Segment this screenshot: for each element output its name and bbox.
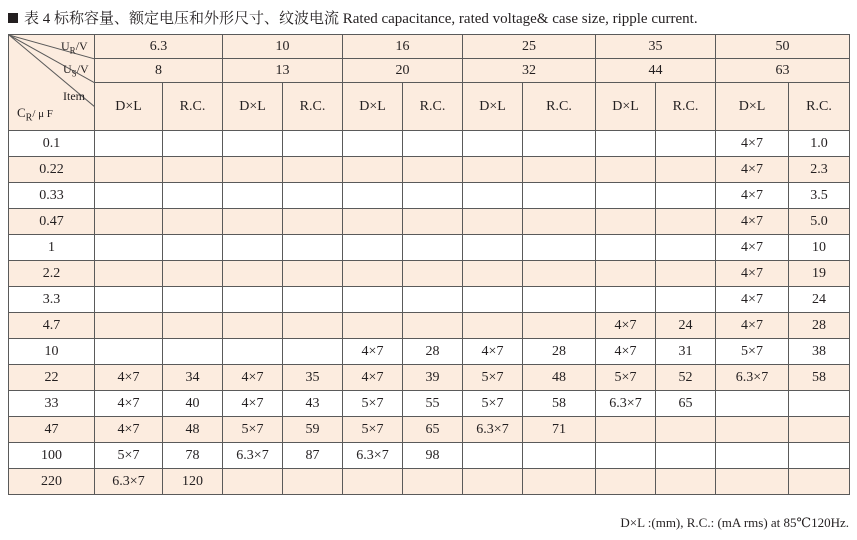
table-row xyxy=(9,365,850,391)
table-body xyxy=(9,131,850,495)
case-size-cell xyxy=(716,417,789,443)
ripple-current-cell xyxy=(403,131,463,157)
case-size-cell xyxy=(596,287,656,313)
footnote: D×L :(mm), R.C.: (mA rms) at 85℃120Hz. xyxy=(620,515,849,530)
ripple-current-cell: 65 xyxy=(656,391,716,417)
ripple-current-cell xyxy=(789,417,850,443)
case-size-cell xyxy=(596,157,656,183)
table-row xyxy=(9,131,850,157)
ripple-current-cell: 39 xyxy=(403,365,463,391)
case-size-cell xyxy=(95,131,163,157)
case-size-cell: 4×7 xyxy=(95,365,163,391)
case-size-cell xyxy=(95,339,163,365)
ripple-current-cell: 28 xyxy=(403,339,463,365)
surge-voltage-header: 32 xyxy=(463,59,596,83)
dl-subheader: D×L xyxy=(223,83,283,131)
ripple-current-cell xyxy=(656,287,716,313)
ripple-current-cell: 40 xyxy=(163,391,223,417)
ripple-current-cell: 2.3 xyxy=(789,157,850,183)
surge-voltage-header: 8 xyxy=(95,59,223,83)
case-size-cell: 4×7 xyxy=(716,183,789,209)
ripple-current-cell: 58 xyxy=(523,391,596,417)
case-size-cell xyxy=(463,235,523,261)
ripple-current-cell xyxy=(403,183,463,209)
ripple-current-cell: 43 xyxy=(283,391,343,417)
ripple-current-cell xyxy=(283,287,343,313)
case-size-cell xyxy=(596,183,656,209)
ripple-current-cell xyxy=(523,469,596,495)
ripple-current-cell xyxy=(403,261,463,287)
ripple-current-cell xyxy=(403,209,463,235)
case-size-cell xyxy=(716,469,789,495)
case-size-cell: 4×7 xyxy=(596,339,656,365)
ripple-current-cell: 59 xyxy=(283,417,343,443)
capacitance-cell: 0.1 xyxy=(9,131,95,157)
ripple-current-cell xyxy=(163,209,223,235)
table-row xyxy=(9,157,850,183)
capacitance-cell: 1 xyxy=(9,235,95,261)
case-size-cell xyxy=(463,443,523,469)
surge-voltage-header: 13 xyxy=(223,59,343,83)
ripple-current-cell: 5.0 xyxy=(789,209,850,235)
case-size-cell xyxy=(343,469,403,495)
case-size-cell: 5×7 xyxy=(596,365,656,391)
case-size-cell: 4×7 xyxy=(343,365,403,391)
case-size-cell xyxy=(596,443,656,469)
case-size-cell: 5×7 xyxy=(95,443,163,469)
table-row xyxy=(9,469,850,495)
ripple-current-cell: 120 xyxy=(163,469,223,495)
corner-cr-label: $C_R/$ μ F xyxy=(17,105,53,124)
ripple-current-cell xyxy=(656,417,716,443)
rated-voltage-header: 16 xyxy=(343,35,463,59)
ripple-current-cell xyxy=(403,313,463,339)
case-size-cell xyxy=(95,287,163,313)
case-size-cell: 5×7 xyxy=(463,391,523,417)
table-row xyxy=(9,443,850,469)
surge-voltage-header: 20 xyxy=(343,59,463,83)
ripple-current-cell xyxy=(163,261,223,287)
case-size-cell: 6.3×7 xyxy=(463,417,523,443)
capacitance-cell: 0.33 xyxy=(9,183,95,209)
rc-subheader: R.C. xyxy=(789,83,850,131)
ripple-current-cell xyxy=(656,469,716,495)
case-size-cell: 5×7 xyxy=(463,365,523,391)
ripple-current-cell: 71 xyxy=(523,417,596,443)
table-row xyxy=(9,261,850,287)
case-size-cell: 5×7 xyxy=(343,417,403,443)
ripple-current-cell: 28 xyxy=(523,339,596,365)
ripple-current-cell xyxy=(523,209,596,235)
ripple-current-cell: 34 xyxy=(163,365,223,391)
surge-voltage-header: 44 xyxy=(596,59,716,83)
case-size-cell: 4×7 xyxy=(343,339,403,365)
ripple-current-cell: 48 xyxy=(163,417,223,443)
case-size-cell xyxy=(223,131,283,157)
case-size-cell: 4×7 xyxy=(223,391,283,417)
case-size-cell xyxy=(95,261,163,287)
case-size-cell: 6.3×7 xyxy=(716,365,789,391)
ripple-current-cell xyxy=(789,391,850,417)
rated-voltage-header: 25 xyxy=(463,35,596,59)
case-size-cell xyxy=(463,209,523,235)
ripple-current-cell xyxy=(403,469,463,495)
capacitance-cell: 22 xyxy=(9,365,95,391)
ripple-current-cell xyxy=(163,131,223,157)
ripple-current-cell xyxy=(523,157,596,183)
ripple-current-cell xyxy=(163,313,223,339)
table-corner-header xyxy=(9,35,95,131)
ripple-current-cell: 3.5 xyxy=(789,183,850,209)
case-size-cell xyxy=(223,183,283,209)
case-size-cell: 4×7 xyxy=(95,417,163,443)
ripple-current-cell: 28 xyxy=(789,313,850,339)
ripple-current-cell xyxy=(283,469,343,495)
case-size-cell: 4×7 xyxy=(716,157,789,183)
rc-subheader: R.C. xyxy=(283,83,343,131)
case-size-cell xyxy=(223,469,283,495)
surge-voltage-header: 63 xyxy=(716,59,850,83)
dl-subheader: D×L xyxy=(343,83,403,131)
case-size-cell xyxy=(596,417,656,443)
case-size-cell: 6.3×7 xyxy=(95,469,163,495)
caption-text: 表 4 标称容量、额定电压和外形尺寸、纹波电流 Rated capacitance, rated voltage& case size, ripple current. xyxy=(24,11,698,27)
case-size-cell xyxy=(596,469,656,495)
ripple-current-cell: 58 xyxy=(789,365,850,391)
ripple-current-cell xyxy=(283,235,343,261)
ripple-current-cell xyxy=(656,261,716,287)
ripple-current-cell xyxy=(283,157,343,183)
case-size-cell: 6.3×7 xyxy=(343,443,403,469)
ripple-current-cell: 35 xyxy=(283,365,343,391)
case-size-cell xyxy=(343,183,403,209)
ripple-current-cell xyxy=(656,443,716,469)
case-size-cell: 6.3×7 xyxy=(596,391,656,417)
case-size-cell xyxy=(223,261,283,287)
case-size-cell xyxy=(463,183,523,209)
rc-subheader: R.C. xyxy=(656,83,716,131)
ripple-current-cell: 1.0 xyxy=(789,131,850,157)
ripple-current-cell: 24 xyxy=(789,287,850,313)
ripple-current-cell xyxy=(163,339,223,365)
rated-voltage-header: 10 xyxy=(223,35,343,59)
case-size-cell xyxy=(223,313,283,339)
capacitance-cell: 0.22 xyxy=(9,157,95,183)
case-size-cell xyxy=(223,157,283,183)
dl-subheader: D×L xyxy=(95,83,163,131)
capacitance-cell: 100 xyxy=(9,443,95,469)
case-size-cell: 4×7 xyxy=(596,313,656,339)
ripple-current-cell xyxy=(283,131,343,157)
ripple-current-cell xyxy=(283,183,343,209)
case-size-cell xyxy=(223,287,283,313)
ripple-current-cell xyxy=(523,235,596,261)
capacitance-cell: 47 xyxy=(9,417,95,443)
case-size-cell xyxy=(343,235,403,261)
table-row xyxy=(9,417,850,443)
ripple-current-cell xyxy=(163,157,223,183)
capacitance-cell: 220 xyxy=(9,469,95,495)
rc-subheader: R.C. xyxy=(403,83,463,131)
ripple-current-cell: 52 xyxy=(656,365,716,391)
ripple-current-cell: 55 xyxy=(403,391,463,417)
ripple-current-cell: 24 xyxy=(656,313,716,339)
table-row xyxy=(9,183,850,209)
case-size-cell: 4×7 xyxy=(716,261,789,287)
ripple-current-cell: 31 xyxy=(656,339,716,365)
case-size-cell xyxy=(463,313,523,339)
case-size-cell xyxy=(343,131,403,157)
ripple-current-cell xyxy=(403,287,463,313)
case-size-cell: 4×7 xyxy=(716,313,789,339)
table-caption xyxy=(8,7,698,28)
case-size-cell xyxy=(596,131,656,157)
case-size-cell xyxy=(343,261,403,287)
case-size-cell xyxy=(95,183,163,209)
rc-subheader: R.C. xyxy=(523,83,596,131)
ripple-current-cell xyxy=(163,235,223,261)
ripple-current-cell xyxy=(656,209,716,235)
case-size-cell xyxy=(463,131,523,157)
case-size-cell: 4×7 xyxy=(95,391,163,417)
case-size-cell xyxy=(343,209,403,235)
case-size-cell xyxy=(716,391,789,417)
ripple-current-cell: 87 xyxy=(283,443,343,469)
case-size-cell: 4×7 xyxy=(463,339,523,365)
corner-ur-label: $U_R/V$ xyxy=(61,39,88,56)
rated-voltage-row xyxy=(9,35,850,59)
table-row xyxy=(9,235,850,261)
ripple-current-cell xyxy=(403,157,463,183)
case-size-cell xyxy=(343,287,403,313)
ripple-current-cell: 38 xyxy=(789,339,850,365)
case-size-cell: 4×7 xyxy=(223,365,283,391)
ripple-current-cell xyxy=(163,183,223,209)
rated-voltage-header: 50 xyxy=(716,35,850,59)
ripple-current-cell xyxy=(656,235,716,261)
capacitance-cell: 33 xyxy=(9,391,95,417)
capacitance-cell: 3.3 xyxy=(9,287,95,313)
ripple-current-cell xyxy=(523,183,596,209)
ripple-current-cell: 10 xyxy=(789,235,850,261)
capacitor-spec-table xyxy=(8,34,850,495)
case-size-cell: 4×7 xyxy=(716,131,789,157)
case-size-cell: 5×7 xyxy=(223,417,283,443)
case-size-cell xyxy=(596,209,656,235)
case-size-cell xyxy=(463,287,523,313)
case-size-cell xyxy=(596,235,656,261)
case-size-cell xyxy=(463,261,523,287)
ripple-current-cell xyxy=(789,469,850,495)
rated-voltage-header: 35 xyxy=(596,35,716,59)
ripple-current-cell xyxy=(283,313,343,339)
case-size-cell: 4×7 xyxy=(716,287,789,313)
table-row xyxy=(9,339,850,365)
ripple-current-cell xyxy=(163,287,223,313)
capacitance-cell: 0.47 xyxy=(9,209,95,235)
case-size-cell xyxy=(463,469,523,495)
ripple-current-cell xyxy=(283,261,343,287)
ripple-current-cell: 98 xyxy=(403,443,463,469)
case-size-cell: 5×7 xyxy=(716,339,789,365)
capacitance-cell: 2.2 xyxy=(9,261,95,287)
dl-subheader: D×L xyxy=(596,83,656,131)
case-size-cell xyxy=(223,339,283,365)
capacitance-cell: 4.7 xyxy=(9,313,95,339)
ripple-current-cell xyxy=(523,287,596,313)
case-size-cell xyxy=(596,261,656,287)
ripple-current-cell xyxy=(656,183,716,209)
ripple-current-cell xyxy=(403,235,463,261)
table-row xyxy=(9,287,850,313)
ripple-current-cell xyxy=(523,131,596,157)
case-size-cell xyxy=(343,313,403,339)
table-row xyxy=(9,313,850,339)
case-size-cell: 4×7 xyxy=(716,235,789,261)
ripple-current-cell xyxy=(789,443,850,469)
ripple-current-cell: 78 xyxy=(163,443,223,469)
table-row xyxy=(9,209,850,235)
case-size-cell: 5×7 xyxy=(343,391,403,417)
case-size-cell xyxy=(95,209,163,235)
case-size-cell xyxy=(95,157,163,183)
ripple-current-cell: 19 xyxy=(789,261,850,287)
case-size-cell xyxy=(343,157,403,183)
rated-voltage-header: 6.3 xyxy=(95,35,223,59)
ripple-current-cell xyxy=(283,209,343,235)
case-size-cell xyxy=(95,313,163,339)
case-size-cell xyxy=(463,157,523,183)
case-size-cell xyxy=(95,235,163,261)
capacitance-cell: 10 xyxy=(9,339,95,365)
rc-subheader: R.C. xyxy=(163,83,223,131)
case-size-cell xyxy=(223,209,283,235)
ripple-current-cell xyxy=(523,261,596,287)
case-size-cell: 6.3×7 xyxy=(223,443,283,469)
ripple-current-cell xyxy=(523,443,596,469)
ripple-current-cell xyxy=(656,157,716,183)
corner-us-label: $U_S/V$ xyxy=(63,62,89,79)
corner-item-label: Item xyxy=(63,89,85,103)
dl-subheader: D×L xyxy=(463,83,523,131)
table-row xyxy=(9,391,850,417)
surge-voltage-row xyxy=(9,59,850,83)
ripple-current-cell: 65 xyxy=(403,417,463,443)
ripple-current-cell xyxy=(656,131,716,157)
bullet-square-icon xyxy=(8,13,18,23)
case-size-cell xyxy=(223,235,283,261)
case-size-cell: 4×7 xyxy=(716,209,789,235)
ripple-current-cell: 48 xyxy=(523,365,596,391)
case-size-cell xyxy=(716,443,789,469)
ripple-current-cell xyxy=(283,339,343,365)
item-subheader-row xyxy=(9,83,850,131)
dl-subheader: D×L xyxy=(716,83,789,131)
ripple-current-cell xyxy=(523,313,596,339)
